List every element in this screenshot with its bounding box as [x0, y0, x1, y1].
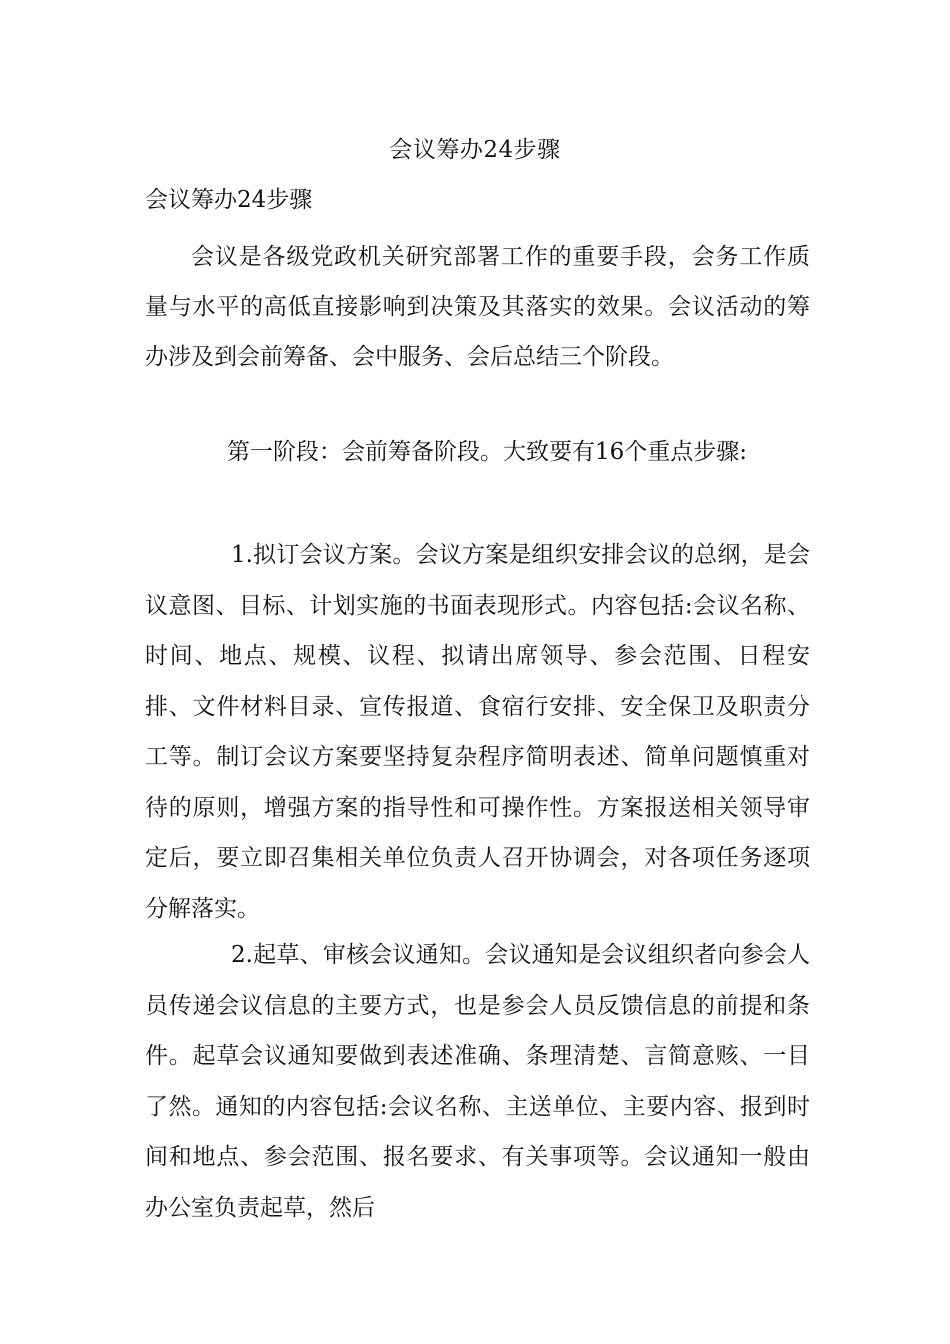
intro-paragraph: 会议是各级党政机关研究部署工作的重要手段，会务工作质量与水平的高低直接影响到决策及其落实的效果。会议活动的筹办涉及到会前筹备、会中服务、会后总结三个阶段。 — [145, 244, 810, 370]
stage-one-heading: 第一阶段：会前筹备阶段。大致要有16个重点步骤: — [227, 439, 748, 465]
document-subtitle: 会议筹办24步骤 — [145, 187, 313, 213]
step-one-paragraph: 1.拟订会议方案。会议方案是组织安排会议的总纲，是会议意图、目标、计划实施的书面表现形式。内容包括:会议名称、时间、地点、规模、议程、拟请出席领导、参会范围、日程安排、文件材料目录、宣传报道、食宿行安排、安全保卫及职责分工等。制订会议方案要坚持复杂程序简明表述、简单问题慎重对待的原则，增强方案的指导性和可操作性。方案报送相关领导审定后，要立即召集相关单位负责人召开协调会，对各项任务逐项分解落实。 — [145, 542, 810, 922]
document-title: 会议筹办24步骤 — [389, 137, 561, 163]
step-two-paragraph: 2.起草、审核会议通知。会议通知是会议组织者向参会人员传递会议信息的主要方式，也是参会人员反馈信息的前提和条件。起草会议通知要做到表述准确、条理清楚、言简意赅、一目了然。通知的内容包括:会议名称、主送单位、主要内容、报到时间和地点、参会范围、报名要求、有关事项等。会议通知一般由办公室负责起草，然后 — [145, 942, 810, 1221]
